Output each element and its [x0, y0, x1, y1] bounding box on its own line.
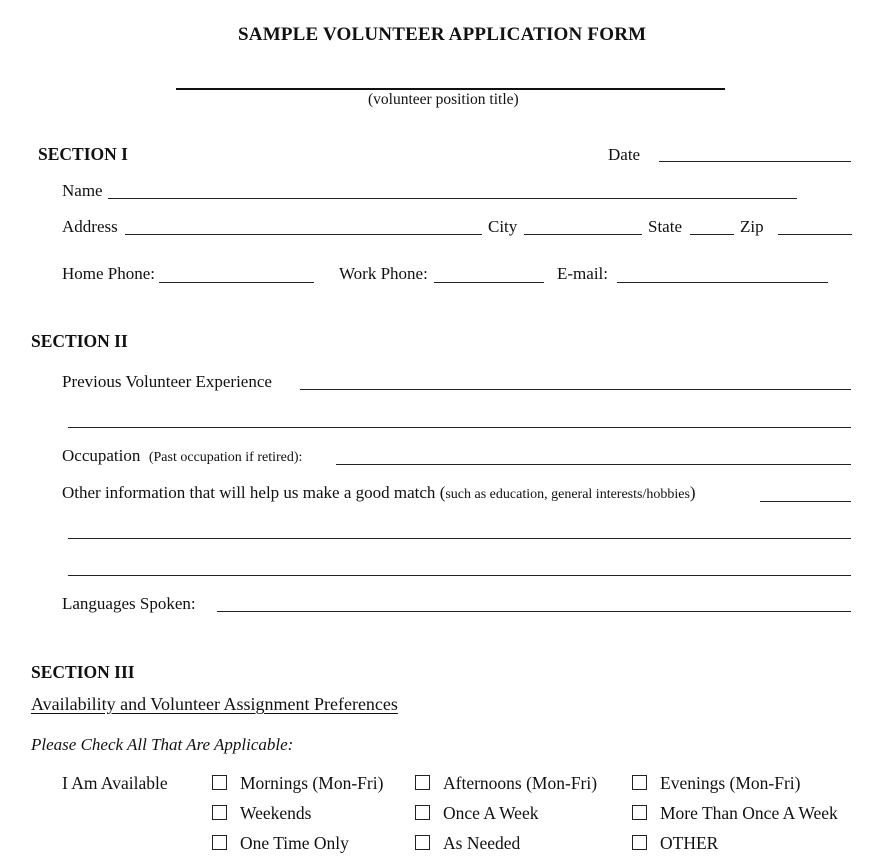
name-label: Name [62, 181, 103, 200]
other-info-note: such as education, general interests/hobbies [445, 487, 690, 502]
city-field[interactable] [524, 234, 642, 235]
prev-experience-field[interactable] [300, 389, 851, 390]
as-needed-checkbox[interactable] [415, 835, 430, 850]
more-than-once-a-week-checkbox[interactable] [632, 805, 647, 820]
languages-label: Languages Spoken: [62, 594, 196, 613]
home-phone-label: Home Phone: [62, 264, 156, 283]
occupation-label [62, 446, 302, 466]
other-info-label [62, 483, 696, 503]
email-field[interactable] [617, 282, 828, 283]
mornings-label: Mornings (Mon-Fri) [240, 773, 384, 793]
prev-experience-field-2[interactable] [68, 427, 851, 428]
section-1-heading: SECTION I [38, 144, 128, 164]
other-label: OTHER [660, 833, 719, 853]
section-3-subheading: Availability and Volunteer Assignment Preferences [31, 694, 398, 714]
position-title-line[interactable] [176, 88, 725, 90]
form-title: SAMPLE VOLUNTEER APPLICATION FORM [238, 24, 647, 45]
occupation-field[interactable] [336, 464, 851, 465]
afternoons-checkbox[interactable] [415, 775, 430, 790]
evenings-checkbox[interactable] [632, 775, 647, 790]
date-label: Date [608, 145, 641, 164]
address-label: Address [62, 217, 118, 236]
mornings-checkbox[interactable] [212, 775, 227, 790]
other-info-label-text: Other information that will help us make a good match [62, 483, 436, 502]
state-field[interactable] [690, 234, 734, 235]
more-than-once-a-week-label: More Than Once A Week [660, 803, 838, 823]
email-label: E-mail: [557, 264, 608, 283]
weekends-checkbox[interactable] [212, 805, 227, 820]
one-time-only-label: One Time Only [240, 833, 349, 853]
available-label: I Am Available [62, 773, 168, 793]
other-checkbox[interactable] [632, 835, 647, 850]
work-phone-label: Work Phone: [339, 264, 428, 283]
other-info-field-3[interactable] [68, 575, 851, 576]
zip-label: Zip [740, 217, 764, 236]
other-info-field[interactable] [760, 501, 851, 502]
languages-field[interactable] [217, 611, 851, 612]
date-field[interactable] [659, 161, 851, 162]
position-title-caption: (volunteer position title) [368, 91, 519, 108]
prev-experience-label: Previous Volunteer Experience [62, 372, 272, 391]
zip-field[interactable] [778, 234, 852, 235]
as-needed-label: As Needed [443, 833, 521, 853]
section-3-heading: SECTION III [31, 662, 135, 682]
section-2-heading: SECTION II [31, 331, 128, 351]
name-field[interactable] [108, 198, 797, 199]
once-a-week-checkbox[interactable] [415, 805, 430, 820]
other-info-field-2[interactable] [68, 538, 851, 539]
state-label: State [648, 217, 682, 236]
instruction-text: Please Check All That Are Applicable: [31, 735, 294, 754]
evenings-label: Evenings (Mon-Fri) [660, 773, 801, 793]
occupation-label-text: Occupation [62, 446, 141, 465]
weekends-label: Weekends [240, 803, 312, 823]
work-phone-field[interactable] [434, 282, 544, 283]
one-time-only-checkbox[interactable] [212, 835, 227, 850]
other-info-note-open: ( [439, 483, 446, 502]
home-phone-field[interactable] [159, 282, 314, 283]
once-a-week-label: Once A Week [443, 803, 539, 823]
occupation-note: (Past occupation if retired): [148, 450, 303, 465]
afternoons-label: Afternoons (Mon-Fri) [443, 773, 598, 793]
address-field[interactable] [125, 234, 482, 235]
city-label: City [488, 217, 518, 236]
other-info-note-close: ) [689, 483, 696, 502]
